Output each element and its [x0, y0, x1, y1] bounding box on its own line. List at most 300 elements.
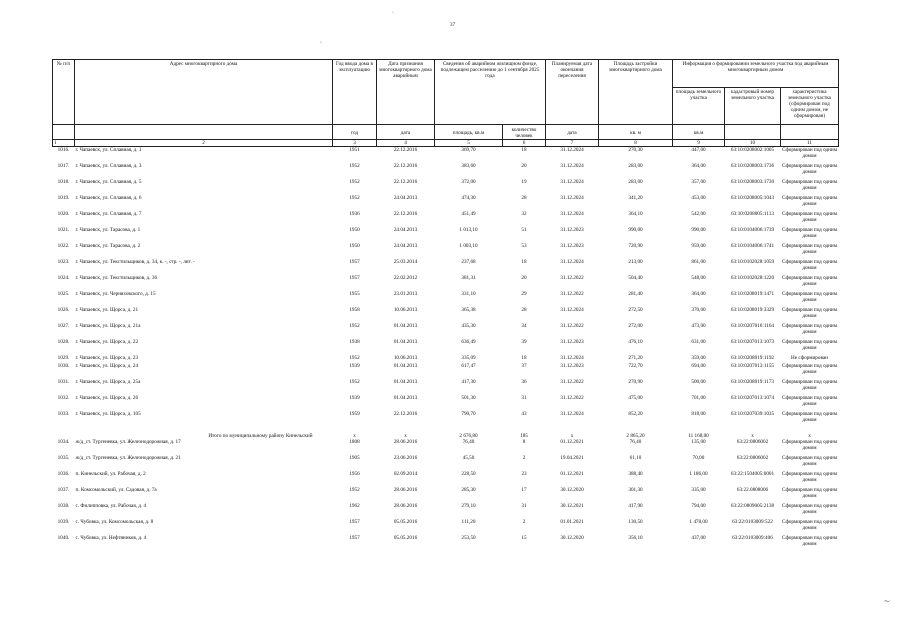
row-area: 417,30 [461, 379, 476, 385]
row-number: 1035. [57, 455, 70, 461]
table-row [53, 339, 839, 355]
row-people: 20 [521, 275, 527, 281]
page-number: 37 [450, 23, 455, 28]
column-number: 1 [53, 140, 75, 147]
row-build-area: 271,20 [628, 355, 643, 361]
row-year: 1959 [349, 411, 360, 417]
row-address: г. Чапаевск, ул. Текстильщиков, д. 34, к. -, стр. -, лит. - [75, 259, 195, 265]
row-year: 1950 [349, 227, 360, 233]
row-land-area: 542,00 [691, 211, 706, 217]
col-header-address: Адрес многоквартирного дома [75, 60, 333, 125]
row-cadastral: 63:10:0208005:1113 [731, 211, 774, 217]
row-build-area: 301,30 [628, 487, 643, 493]
table-row [53, 323, 839, 339]
row-cadastral: 63:10:0207013:1073 [730, 339, 775, 345]
emergency-housing-table [52, 59, 839, 551]
row-date: 24.04.2013 [393, 243, 418, 249]
row-status: Сформирован под одним домом [781, 307, 837, 319]
row-address: с. Чубовка, ул. Комсомольская, д. 8 [75, 519, 154, 525]
row-people: 2 [522, 455, 526, 461]
row-date: 23.06.2016 [393, 455, 418, 461]
row-number: 1026. [57, 307, 70, 313]
row-area: 501,30 [461, 395, 476, 401]
row-year: 1952 [349, 379, 360, 385]
row-number: 1023. [57, 259, 70, 265]
row-date: 23.01.2013 [393, 291, 418, 297]
row-land-area: 500,00 [691, 379, 706, 385]
table-row [53, 519, 839, 535]
row-people: 31 [521, 395, 527, 401]
row-year: 1957 [349, 275, 360, 281]
scan-mark: ⁓ [884, 599, 890, 605]
row-build-area: 364,10 [628, 211, 643, 217]
row-land-area: 959,00 [691, 243, 706, 249]
row-end-date: 31.12.2024 [560, 259, 584, 265]
row-number: 1033. [57, 411, 70, 417]
row-number: 1027. [57, 323, 70, 329]
row-number: 1020. [57, 211, 70, 217]
row-date: 24.04.2013 [393, 227, 418, 233]
unit-cell [781, 125, 839, 140]
row-area: 365,38 [461, 307, 476, 313]
row-people: 28 [521, 307, 527, 313]
row-status: Сформирован под одним домом [781, 519, 837, 531]
row-number: 1019. [57, 195, 70, 201]
row-people: 18 [521, 147, 527, 153]
total-date: х [404, 433, 407, 439]
row-year: 1936 [349, 211, 360, 217]
row-build-area: 341,20 [628, 195, 643, 201]
row-end-date: 30.12.2020 [560, 535, 584, 541]
row-number: 1031. [57, 379, 70, 385]
row-cadastral: 63:22:0103009:522 [732, 519, 773, 525]
row-cadastral: 63:22:0103009:406 [732, 535, 773, 541]
row-land-area: 335,00 [691, 487, 706, 493]
table-row [53, 487, 839, 503]
row-people: 43 [521, 411, 527, 417]
row-year: 1952 [349, 195, 360, 201]
row-number: 1032. [57, 395, 70, 401]
unit-build-area: кв. м [599, 125, 673, 140]
row-build-area: 270,90 [628, 379, 643, 385]
row-address: г. Чапаевск, ул. Тарасова, д. 2 [75, 243, 141, 249]
row-cadastral: 63:10:0207016:1164 [730, 323, 775, 329]
table-row [53, 535, 839, 551]
row-area: 381,31 [461, 275, 476, 281]
row-end-date: 30.12.2021 [560, 503, 584, 509]
row-land-area: 548,00 [691, 275, 706, 281]
table-row [53, 291, 839, 307]
row-end-date: 30.12.2020 [560, 487, 584, 493]
row-date: 01.04.2013 [393, 363, 418, 369]
row-land-area: 370,00 [691, 307, 706, 313]
row-year: 1951 [349, 147, 360, 153]
row-end-date: 19.04.2021 [560, 455, 584, 461]
scan-speck: · [392, 10, 394, 16]
row-date: 05.05.2016 [393, 535, 418, 541]
table-row [53, 259, 839, 275]
col-header-cadastral: кадастровый номер земельного участка [725, 88, 781, 125]
row-end-date: 31.12.2022 [560, 379, 584, 385]
row-end-date: 01.01.2021 [560, 519, 584, 525]
row-cadastral: 63:10:0208019:1192 [730, 355, 775, 361]
row-land-area: 135,00 [691, 439, 706, 445]
col-header-year: Год ввода дома в эксплуатацию [333, 60, 377, 125]
row-land-area: 694,00 [691, 363, 706, 369]
row-number: 1040. [57, 535, 70, 541]
row-date: 10.06.2013 [393, 307, 418, 313]
col-header-land-info: Информация о формировании земельного участка под аварийным многоквартирным домом [673, 60, 839, 88]
row-address: г. Чапаевск, ул. Текстильщиков, д. 36 [75, 275, 158, 281]
row-status: Сформирован под одним домом [781, 147, 837, 159]
column-number: 10 [725, 140, 781, 147]
row-address: г. Чапаевск, ул. Сплавная, д. 6 [75, 195, 142, 201]
col-header-build-area: Площадь застройки многоквартирного дома [599, 60, 673, 125]
row-cadastral: 63:10:0207013:1155 [730, 363, 775, 369]
row-build-area: 130,50 [628, 519, 643, 525]
row-end-date: 31.12.2024 [560, 179, 584, 185]
row-people: 51 [521, 227, 527, 233]
row-year: 1957 [349, 259, 360, 265]
table-row [53, 163, 839, 179]
row-address: г. Чапаевск, ул. Сплавная, д. 5 [75, 179, 142, 185]
row-date: 10.06.2013 [393, 355, 418, 361]
row-end-date: 31.12.2024 [560, 411, 584, 417]
row-end-date: 31.12.2022 [560, 323, 584, 329]
row-land-area: 447,00 [691, 147, 706, 153]
row-date: 22.02.2012 [393, 275, 418, 281]
table-row [53, 395, 839, 411]
unit-area: площадь, кв.м [435, 125, 503, 140]
row-number: 1022. [57, 243, 70, 249]
row-year: 1958 [349, 307, 360, 313]
row-cadastral: 63:22:1504005:0001 [730, 471, 775, 477]
row-cadastral: 63:22:0806002 [736, 455, 769, 461]
row-number: 1021. [57, 227, 70, 233]
row-date: 22.12.2016 [393, 411, 418, 417]
row-address: г. Чапаевск, ул. Щорса, д. 23 [75, 355, 139, 361]
row-area: 474,30 [461, 195, 476, 201]
row-end-date: 31.12.2023 [560, 243, 584, 249]
row-status: Сформирован под одним домом [781, 455, 837, 467]
row-date: 28.06.2016 [393, 439, 418, 445]
row-people: 31 [521, 503, 527, 509]
column-number: 4 [377, 140, 435, 147]
row-land-area: 364,00 [691, 163, 706, 169]
row-number: 1034. [57, 439, 70, 445]
row-number: 1029. [57, 355, 70, 361]
row-status: Сформирован под одним домом [781, 395, 837, 407]
row-status: Сформирован под одним домом [781, 259, 837, 271]
row-status: Сформирован под одним домом [781, 503, 837, 515]
row-land-area: 364,00 [691, 291, 706, 297]
row-area: 372,00 [461, 179, 476, 185]
row-end-date: 01.12.2021 [560, 471, 584, 477]
total-body [53, 427, 839, 439]
row-end-date: 31.12.2023 [560, 339, 584, 345]
row-build-area: 213,00 [628, 259, 643, 265]
column-number: 2 [75, 140, 333, 147]
row-number: 1037. [57, 487, 70, 493]
row-build-area: 722,70 [628, 363, 643, 369]
row-cadastral: 63:10:0104006:1739 [730, 227, 775, 233]
row-build-area: 990,00 [628, 227, 643, 233]
row-build-area: 476,10 [628, 339, 643, 345]
row-status: Сформирован под одним домом [781, 163, 837, 175]
row-land-area: 357,00 [691, 179, 706, 185]
row-land-area: 861,00 [691, 259, 706, 265]
row-year: 1905 [349, 455, 360, 461]
table-row [53, 243, 839, 259]
row-address: г. Чапаевск, ул. Щорса, д. 26 [75, 395, 139, 401]
row-build-area: 281,40 [628, 291, 643, 297]
row-area: 1 013,10 [459, 227, 478, 233]
column-number: 5 [435, 140, 503, 147]
col-header-number: № п/п [53, 60, 75, 125]
unit-year: год [333, 125, 377, 140]
row-land-area: 794,00 [691, 503, 706, 509]
row-address: г. Чапаевск, ул. Щорса, д. 25а [75, 379, 141, 385]
row-year: 1952 [349, 487, 360, 493]
row-number: 1024. [57, 275, 70, 281]
row-area: 279,10 [461, 503, 476, 509]
row-cadastral: 63:10:0207039:1035 [730, 411, 775, 417]
row-date: 01.04.2013 [393, 323, 418, 329]
row-year: 1956 [349, 471, 360, 477]
row-area: 335,09 [461, 355, 476, 361]
column-number: 6 [503, 140, 546, 147]
row-address: г. Чапаевск, ул. Щорса, д. 21 [75, 307, 139, 313]
document-table-wrapper [52, 59, 838, 551]
row-end-date: 31.12.2023 [560, 363, 584, 369]
row-address: г. Чапаевск, ул. Черняховского, д. 15 [75, 291, 156, 297]
row-land-area: 990,00 [691, 227, 706, 233]
col-header-land-area: площадь земельного участка [673, 88, 725, 125]
row-date: 22.12.2016 [393, 163, 418, 169]
row-land-area: 631,00 [691, 339, 706, 345]
row-date: 02.09.2014 [393, 471, 418, 477]
row-build-area: 475,00 [628, 395, 643, 401]
row-people: 37 [521, 363, 527, 369]
row-address: г. Чапаевск, ул. Тарасова, д. 1 [75, 227, 141, 233]
row-area: 790,70 [461, 411, 476, 417]
row-year: 1957 [349, 519, 360, 525]
row-number: 1028. [57, 339, 70, 345]
col-header-date: Дата признания многоквартирного дома аварийным [377, 60, 435, 125]
table-row [53, 411, 839, 427]
row-build-area: 283,00 [628, 179, 643, 185]
table-row [53, 195, 839, 211]
row-build-area: 283,00 [628, 163, 643, 169]
column-numbers-row [53, 140, 839, 147]
row-land-area: 453,00 [691, 195, 706, 201]
table-body-2 [53, 439, 839, 551]
row-address: г. Чапаевск, ул. Щорса, д. 21а [75, 323, 141, 329]
row-cadastral: 63:10:0208019:3329 [730, 307, 775, 313]
row-year: 1939 [349, 363, 360, 369]
row-area: 383,60 [461, 163, 476, 169]
row-people: 17 [521, 487, 527, 493]
table-row [53, 307, 839, 323]
row-number: 1036. [57, 471, 70, 477]
row-cadastral: 63:22:0809005:2138 [730, 503, 775, 509]
row-year: 1939 [349, 395, 360, 401]
row-address: г. Чапаевск, ул. Сплавная, д. 7 [75, 211, 142, 217]
total-people: 185 [520, 433, 528, 439]
row-year: 1938 [349, 339, 360, 345]
row-end-date: 31.12.2024 [560, 195, 584, 201]
row-end-date: 31.12.2024 [560, 163, 584, 169]
row-end-date: 31.12.2024 [560, 211, 584, 217]
row-address: г. Чапаевск, ул. Сплавная, д. 1 [75, 147, 142, 153]
row-number: 1038. [57, 503, 70, 509]
row-end-date: 31.12.2022 [560, 275, 584, 281]
row-address: г. Чапаевск, ул. Щорса, д. 105 [75, 411, 141, 417]
row-cadastral: 63:10:0104006:1741 [730, 243, 775, 249]
row-area: 45,50 [462, 455, 475, 461]
row-address: г. Чапаевск, ул. Сплавная, д. 3 [75, 163, 142, 169]
row-address: ж/д_ст. Тургеневка, ул. Железнодорожная, д. 21 [75, 455, 181, 461]
row-build-area: 504,40 [628, 275, 643, 281]
row-build-area: 76,40 [629, 439, 642, 445]
row-build-area: 356,10 [628, 535, 643, 541]
table-row [53, 455, 839, 471]
table-row [53, 211, 839, 227]
row-land-area: 1 478,00 [689, 519, 708, 525]
row-date: 28.06.2016 [393, 503, 418, 509]
row-land-area: 1 186,00 [689, 471, 708, 477]
total-end: х [570, 433, 574, 439]
table-row [53, 471, 839, 487]
row-build-area: 720,90 [628, 243, 643, 249]
row-date: 22.12.2016 [393, 179, 418, 185]
row-year: 1952 [349, 355, 360, 361]
row-status: Сформирован под одним домом [781, 291, 837, 303]
row-land-area: 359,00 [691, 355, 706, 361]
row-area: 237,68 [461, 259, 476, 265]
row-date: 01.04.2013 [393, 395, 418, 401]
row-land-area: 701,00 [691, 395, 706, 401]
row-people: 23 [521, 471, 527, 477]
column-number: 8 [599, 140, 673, 147]
row-land-area: 473,00 [691, 323, 706, 329]
row-area: 636,49 [461, 339, 476, 345]
row-people: 39 [521, 339, 527, 345]
row-address: п. Комсомольский, ул. Садовая, д. 7а [75, 487, 157, 493]
row-number: 1017. [57, 163, 70, 169]
row-date: 01.04.2013 [393, 339, 418, 345]
row-status: Сформирован под одним домом [781, 211, 837, 223]
row-area: 451,49 [461, 211, 476, 217]
col-header-housing-info: Сведения об аварийном жилищном фонде, подлежащем расселению до 1 сентября 2025 года [435, 60, 546, 125]
row-number: 1039. [57, 519, 70, 525]
row-people: 28 [521, 195, 527, 201]
row-cadastral: 63:10:0102028:1059 [730, 259, 775, 265]
scan-speck: · [320, 40, 322, 46]
total-year: х [353, 433, 356, 439]
row-address: с. Филипповка, ул. Рабочая, д. 4 [75, 503, 147, 509]
row-cadastral: 63:22:0806002 [736, 439, 769, 445]
total-status: х [808, 433, 811, 439]
row-area: 617,47 [461, 363, 476, 369]
row-people: 20 [521, 163, 527, 169]
row-status: Сформирован под одним домом [781, 363, 837, 375]
unit-land-area: кв.м [673, 125, 725, 140]
total-label: Итого по муниципальному району Кинельский [208, 433, 313, 439]
table-row [53, 179, 839, 195]
row-status: Сформирован под одним домом [781, 471, 837, 483]
total-spacer [53, 427, 75, 439]
unit-end-date: дата [546, 125, 599, 140]
row-address: г. Чапаевск, ул. Щорса, д. 24 [75, 363, 139, 369]
total-land: 11 168,00 [688, 433, 709, 439]
row-people: 34 [521, 323, 527, 329]
row-area: 111,20 [461, 519, 476, 525]
row-area: 1 003,10 [459, 243, 478, 249]
table-row [53, 147, 839, 164]
row-people: 32 [521, 211, 527, 217]
total-cad: х [751, 433, 754, 439]
row-year: 1952 [349, 323, 360, 329]
row-end-date: 01.12.2021 [560, 439, 584, 445]
row-status: Сформирован под одним домом [781, 275, 837, 287]
row-people: 18 [521, 259, 527, 265]
row-area: 76,40 [462, 439, 475, 445]
row-cadastral: 63:10:0102028:1220 [730, 275, 775, 281]
row-end-date: 31.12.2022 [560, 395, 584, 401]
row-cadastral: 63:10:0208019:1173 [730, 379, 775, 385]
row-end-date: 31.12.2024 [560, 307, 584, 313]
column-number: 7 [546, 140, 599, 147]
row-status: Сформирован под одним домом [781, 179, 837, 191]
row-end-date: 31.12.2023 [560, 227, 584, 233]
row-number: 1025. [57, 291, 70, 297]
unit-cell [725, 125, 781, 140]
table-row [53, 227, 839, 243]
row-year: 1957 [349, 535, 360, 541]
row-people: 19 [521, 179, 527, 185]
table-row [53, 363, 839, 379]
row-build-area: 61,10 [629, 455, 642, 461]
column-number: 9 [673, 140, 725, 147]
row-status: Сформирован под одним домом [781, 379, 837, 391]
row-build-area: 852,20 [628, 411, 643, 417]
row-cadastral: 63:10:0208019:1471 [730, 291, 775, 297]
row-address: г. Чапаевск, ул. Щорса, д. 22 [75, 339, 139, 345]
row-number: 1016. [57, 147, 70, 153]
row-date: 22.12.2016 [393, 211, 418, 217]
row-year: 1808 [349, 439, 360, 445]
row-status: Сформирован под одним домом [781, 439, 837, 451]
row-area: 253,50 [461, 535, 476, 541]
row-status: Сформирован под одним домом [781, 243, 837, 255]
row-end-date: 31.12.2024 [560, 355, 584, 361]
row-cadastral: 63:22.0808006 [736, 487, 769, 493]
row-cadastral: 63:10:0208003:1736 [730, 163, 775, 169]
row-cadastral: 63:10:0208005:1043 [730, 195, 775, 201]
row-cadastral: 63:10:0207013:1074 [730, 395, 775, 401]
row-build-area: 388,40 [628, 471, 643, 477]
row-area: 369,70 [461, 147, 476, 153]
row-status: Сформирован под одним домом [781, 323, 837, 335]
row-year: 1955 [349, 291, 360, 297]
row-status: Сформирован под одним домом [781, 535, 837, 547]
table-row [53, 379, 839, 395]
row-address: ж/д_ст. Тургеневка, ул. Железнодорожная, д. 17 [75, 439, 181, 445]
table-body-1 [53, 147, 839, 428]
row-cadastral: 63:10:0208002:1005 [730, 147, 775, 153]
row-date: 05.05.2016 [393, 519, 418, 525]
